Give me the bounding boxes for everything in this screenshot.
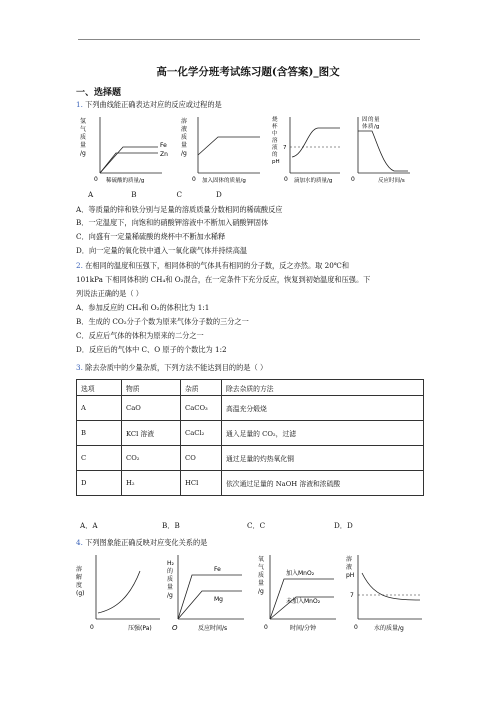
question-1-stem: 1. 下列曲线能正确表达对应的反应或过程的是 bbox=[76, 100, 222, 109]
table-row bbox=[77, 421, 424, 446]
table-cell: HCl bbox=[181, 471, 222, 496]
q1-figure-labels: A B C D bbox=[88, 190, 222, 199]
q1-option-a: A．等质量的锌和铁分别与足量的溶质质量分数相同的稀硫酸反应 bbox=[76, 205, 283, 214]
fa-series-zn: Zn bbox=[160, 151, 168, 158]
fc-y4: 溶 bbox=[272, 138, 278, 144]
question-3-stem: 3. 除去杂质中的少量杂质，下列方法不能达到目的的是（ ） bbox=[76, 363, 268, 372]
table-cell: 选项 bbox=[77, 380, 122, 396]
fa-series-fe: Fe bbox=[160, 142, 167, 149]
f4-origin: 0 bbox=[354, 624, 358, 631]
table-cell: A bbox=[77, 396, 122, 421]
f1-y1: 溶 bbox=[76, 566, 83, 573]
fa-y1: 氢 bbox=[80, 118, 87, 125]
question-2-line-3: 列说法正确的是（ ） bbox=[76, 289, 143, 298]
q1-figure-a bbox=[80, 117, 168, 184]
q4-figure-2 bbox=[167, 555, 244, 632]
q4-figure-3 bbox=[258, 555, 336, 632]
fb-y5: /g bbox=[181, 150, 187, 157]
fc-y2: 杯 bbox=[272, 124, 278, 130]
f4-xlabel: 水的质量/g bbox=[374, 625, 404, 632]
f4-y3: pH bbox=[346, 572, 355, 579]
table-cell: CO bbox=[181, 446, 222, 471]
fd-y1: 固 bbox=[362, 117, 368, 123]
q3-table bbox=[76, 379, 424, 496]
fd-xlabel: 反应时间/s bbox=[378, 178, 405, 184]
fd-y5: 量 bbox=[374, 117, 380, 123]
f3-series-2: 未加入MnO₂ bbox=[286, 598, 321, 605]
fd-y2: 体 bbox=[362, 124, 368, 130]
fd-y4: 质 bbox=[368, 124, 374, 130]
table-cell: C bbox=[77, 446, 122, 471]
q4-figure-4 bbox=[346, 555, 422, 632]
q3-answer-a: A．A bbox=[80, 521, 98, 530]
q1-figure-b bbox=[181, 117, 260, 184]
f3-y3: 质 bbox=[258, 572, 265, 579]
fa-y2: 气 bbox=[80, 126, 87, 133]
f1-y3: 度 bbox=[76, 582, 83, 589]
f4-y1: 溶 bbox=[346, 556, 353, 563]
fc-y1: 烧 bbox=[272, 117, 278, 123]
f2-y3: 质 bbox=[167, 576, 174, 583]
table-row bbox=[77, 446, 424, 471]
q4-figures bbox=[74, 551, 426, 637]
table-cell: 通入足量的 CO₂，过滤 bbox=[222, 421, 424, 446]
f3-y2: 气 bbox=[258, 564, 265, 571]
q3-answer-c: C．C bbox=[247, 521, 266, 530]
f3-y1: 氧 bbox=[258, 556, 265, 563]
table-cell: CO₂ bbox=[122, 446, 181, 471]
q3-answer-b: B．B bbox=[162, 521, 180, 530]
fc-mark: 7 bbox=[283, 145, 287, 151]
table-cell: B bbox=[77, 421, 122, 446]
table-cell: H₂ bbox=[122, 471, 181, 496]
q2-option-c: C．反应后气体的体积为原来的二分之一 bbox=[76, 331, 204, 340]
f2-xlabel: 反应时间/s bbox=[198, 625, 228, 632]
fa-xlabel: 稀硫酸的质量/g bbox=[106, 178, 145, 184]
f2-series-mg: Mg bbox=[214, 596, 223, 603]
q1-figures bbox=[78, 111, 412, 187]
fb-origin: 0 bbox=[192, 176, 196, 183]
fd-y3: 的 bbox=[368, 117, 374, 123]
f1-xlabel: 压强(Pa) bbox=[128, 625, 152, 632]
f3-y5: /g bbox=[258, 588, 264, 595]
table-cell: CaCO₃ bbox=[181, 396, 222, 421]
f2-y5: /g bbox=[167, 592, 173, 599]
q1-figure-d bbox=[351, 115, 410, 184]
fb-y3: 质 bbox=[181, 134, 188, 141]
fc-y5: 液 bbox=[272, 145, 278, 151]
table-cell: 通过足量的灼热氧化铜 bbox=[222, 446, 424, 471]
f4-y2: 液 bbox=[346, 564, 353, 571]
f2-y1: H₂ bbox=[167, 560, 174, 567]
f2-y4: 量 bbox=[167, 584, 174, 591]
table-cell: KCl 溶液 bbox=[122, 421, 181, 446]
table-cell: 除去杂质的方法 bbox=[222, 380, 424, 396]
q4-figure-1 bbox=[76, 555, 160, 632]
f2-origin: O bbox=[172, 624, 178, 632]
table-cell: 依次通过足量的 NaOH 溶液和浓硫酸 bbox=[222, 471, 424, 496]
fb-y4: 量 bbox=[181, 142, 188, 149]
fc-y3: 中 bbox=[272, 131, 278, 137]
fd-origin: 0 bbox=[351, 176, 355, 183]
fb-y1: 溶 bbox=[181, 118, 188, 125]
f4-mark: 7 bbox=[350, 592, 354, 599]
f2-y2: 的 bbox=[167, 568, 174, 575]
section-heading: 一、选择题 bbox=[76, 88, 122, 98]
f1-y2: 解 bbox=[76, 574, 83, 581]
f3-xlabel: 时间/分钟 bbox=[290, 625, 317, 632]
table-cell: 杂质 bbox=[181, 380, 222, 396]
header-rule bbox=[78, 39, 420, 40]
table-header-row bbox=[77, 380, 424, 396]
q3-answer-d: D．D bbox=[334, 521, 353, 530]
fc-y7: pH bbox=[272, 159, 280, 165]
fd-y6: /g bbox=[374, 124, 380, 130]
f3-series-1: 加入MnO₂ bbox=[286, 570, 315, 577]
fa-origin: 0 bbox=[94, 176, 98, 183]
f3-origin: 0 bbox=[264, 624, 268, 631]
table-cell: 高温充分煅烧 bbox=[222, 396, 424, 421]
fc-xlabel: 滴加水的质量/g bbox=[294, 178, 333, 184]
f1-y4: (g) bbox=[76, 590, 85, 597]
question-2-line-1: 2. 在相同的温度和压强下，相同体积的气体具有相同的分子数，反之亦然。取 20℃和 bbox=[76, 261, 350, 270]
fb-y2: 液 bbox=[181, 126, 188, 133]
fc-y6: 的 bbox=[272, 152, 278, 158]
fc-origin: 0 bbox=[284, 176, 288, 183]
table-row bbox=[77, 396, 424, 421]
fa-y5: /g bbox=[80, 150, 86, 157]
q1-figure-c bbox=[272, 115, 340, 184]
q1-option-d: D．向一定量的氧化铁中通入一氧化碳气体并持续高温 bbox=[76, 246, 248, 255]
question-2-line-2: 101kPa 下相同体积的 CH₄和 O₂混合，在一定条件下充分反应，恢复到初始温度和压强。下 bbox=[76, 275, 371, 284]
q1-option-b: B．一定温度下，向饱和的硝酸钾溶液中不断加入硝酸钾固体 bbox=[76, 218, 269, 227]
f1-origin: 0 bbox=[90, 624, 94, 631]
table-cell: D bbox=[77, 471, 122, 496]
table-row bbox=[77, 471, 424, 496]
q2-option-a: A．参加反应的 CH₄和 O₂的体积比为 1:1 bbox=[76, 303, 210, 312]
q2-option-d: D．反应后的气体中 C、O 原子的个数比为 1:2 bbox=[76, 345, 227, 354]
q1-option-c: C．向盛有一定量稀硫酸的烧杯中不断加水稀释 bbox=[76, 232, 226, 241]
page-title: 高一化学分班考试练习题(含答案)_图文 bbox=[156, 66, 340, 78]
table-cell: CaCl₂ bbox=[181, 421, 222, 446]
question-4-stem: 4. 下列图象能正确反映对应变化关系的是 bbox=[76, 538, 208, 547]
q2-option-b: B．生成的 CO₂分子个数为原来气体分子数的三分之一 bbox=[76, 317, 249, 326]
fa-y4: 量 bbox=[80, 142, 87, 149]
f2-series-fe: Fe bbox=[214, 566, 221, 573]
fb-xlabel: 加入固体的质量/g bbox=[202, 178, 246, 184]
table-cell: 物质 bbox=[122, 380, 181, 396]
table-cell: CaO bbox=[122, 396, 181, 421]
f3-y4: 量 bbox=[258, 580, 265, 587]
fa-y3: 质 bbox=[80, 134, 87, 141]
